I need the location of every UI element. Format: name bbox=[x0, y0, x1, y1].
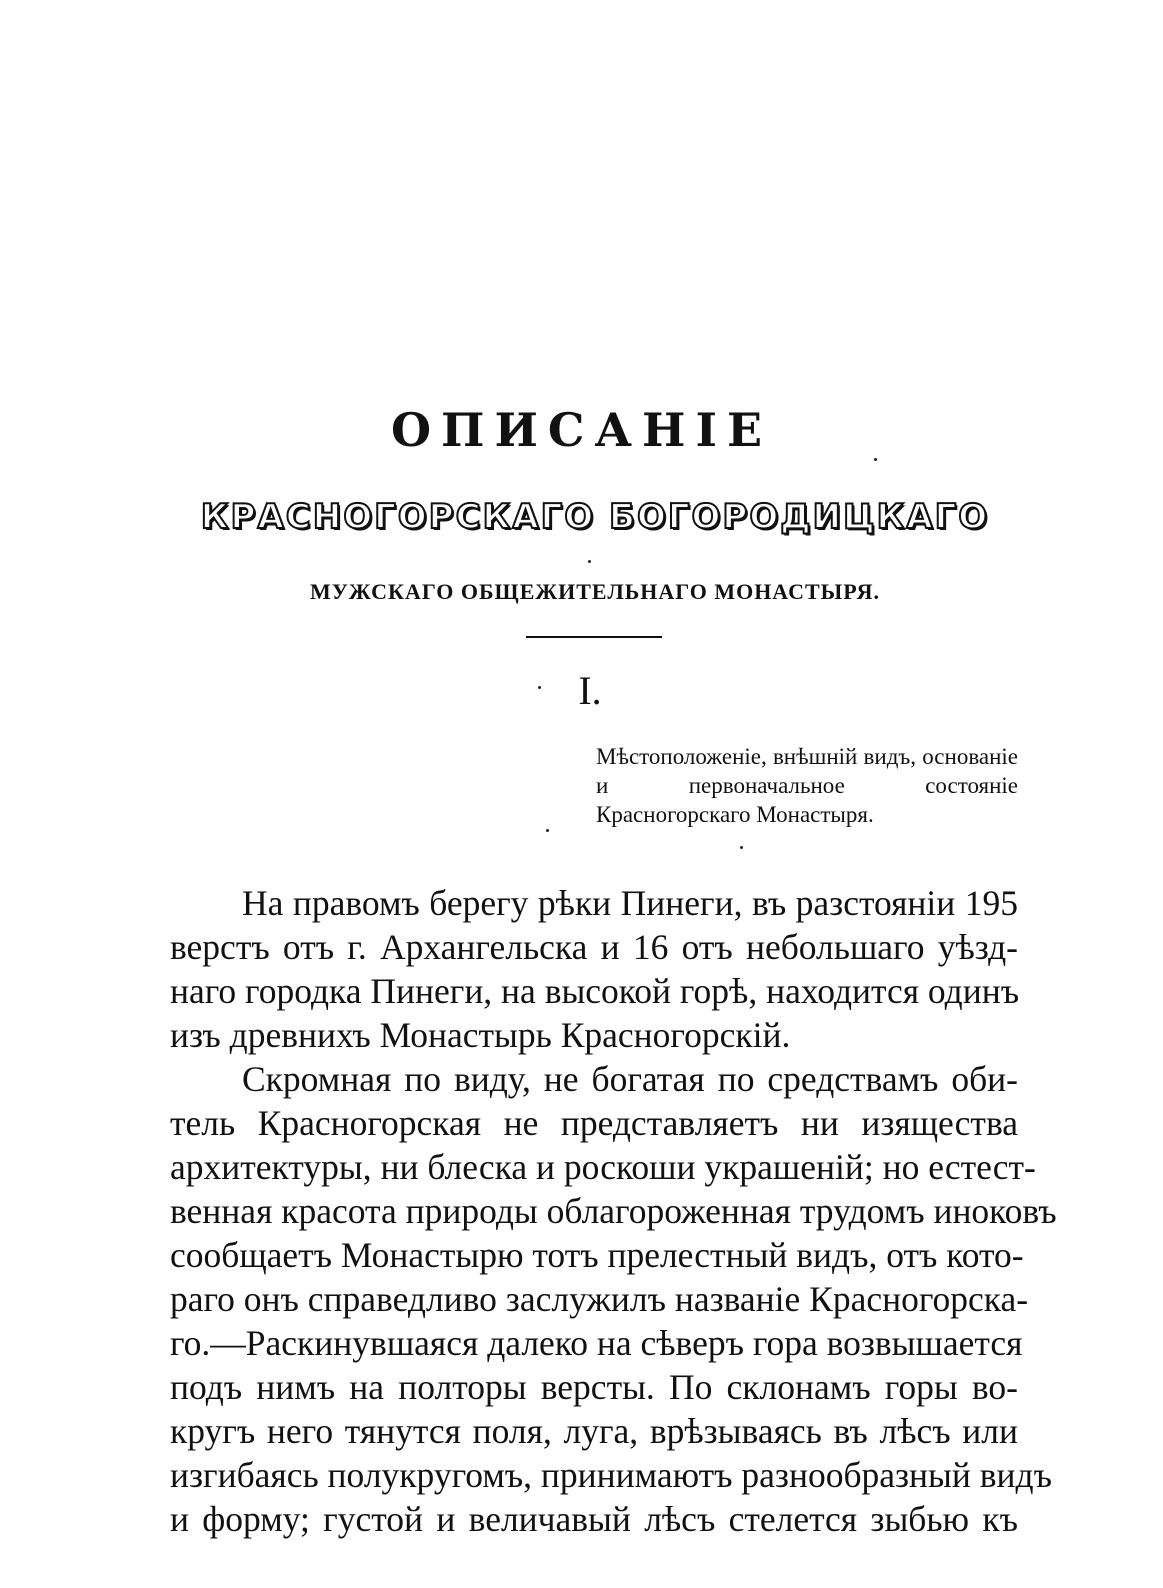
text-line: верстъ отъ г. Архангельска и 16 отъ небольшаго уѣзд- bbox=[170, 927, 1018, 967]
text-line: На правомъ берегу рѣки Пинеги, въ разстояніи 195 bbox=[242, 883, 1018, 923]
text-line: архитектуры, ни блеска и роскоши украшеній; но естест- bbox=[170, 1147, 1036, 1187]
text-line: Скромная по виду, не богатая по средствамъ оби- bbox=[242, 1059, 1018, 1099]
scan-speck bbox=[546, 829, 549, 832]
scan-speck bbox=[588, 560, 591, 563]
text-line: тель Красногорская не представляетъ ни изящества bbox=[170, 1103, 1018, 1143]
scan-speck bbox=[538, 686, 541, 689]
text-line: и форму; густой и величавый лѣсъ стелется зыбью къ bbox=[170, 1499, 1018, 1539]
body-paragraphs bbox=[170, 881, 1057, 1541]
chapter-summary: Мѣстоположеніе, внѣшній видъ, основаніе и первоначальное состояніе Красногорскаго Монастыря. bbox=[596, 744, 1018, 827]
text-line: го.—Раскинувшаяся далеко на сѣверъ гора возвышается bbox=[170, 1323, 1023, 1363]
scan-speck bbox=[874, 458, 877, 461]
text-line: раго онъ справедливо заслужилъ названіе Красногорска- bbox=[170, 1279, 1029, 1319]
monastery-type-heading: МУЖСКАГО ОБЩЕЖИТЕЛЬНАГО МОНАСТЫРЯ. bbox=[310, 579, 880, 604]
text-line: венная красота природы облагороженная трудомъ иноковъ bbox=[170, 1191, 1057, 1231]
text-line: подъ нимъ на полторы версты. По склонамъ горы во- bbox=[170, 1367, 1018, 1407]
scan-speck bbox=[740, 846, 743, 849]
text-line: кругъ него тянутся поля, луга, врѣзываясь въ лѣсъ или bbox=[170, 1411, 1018, 1451]
monastery-name-heading: КРАСНОГОРСКАГО БОГОРОДИЦКАГО bbox=[200, 497, 990, 537]
text-line: наго городка Пинеги, на высокой горѣ, находится одинъ bbox=[170, 971, 1020, 1011]
page-title: ОПИСАНІЕ bbox=[390, 403, 773, 457]
chapter-number: I. bbox=[578, 668, 602, 713]
text-line: сообщаетъ Монастырю тотъ прелестный видъ, отъ кото- bbox=[170, 1235, 1024, 1275]
section-divider bbox=[526, 636, 662, 638]
text-line: изгибаясь полукругомъ, принимаютъ разнообразный видъ bbox=[170, 1455, 1052, 1495]
text-line: изъ древнихъ Монастырь Красногорскій. bbox=[170, 1015, 791, 1055]
